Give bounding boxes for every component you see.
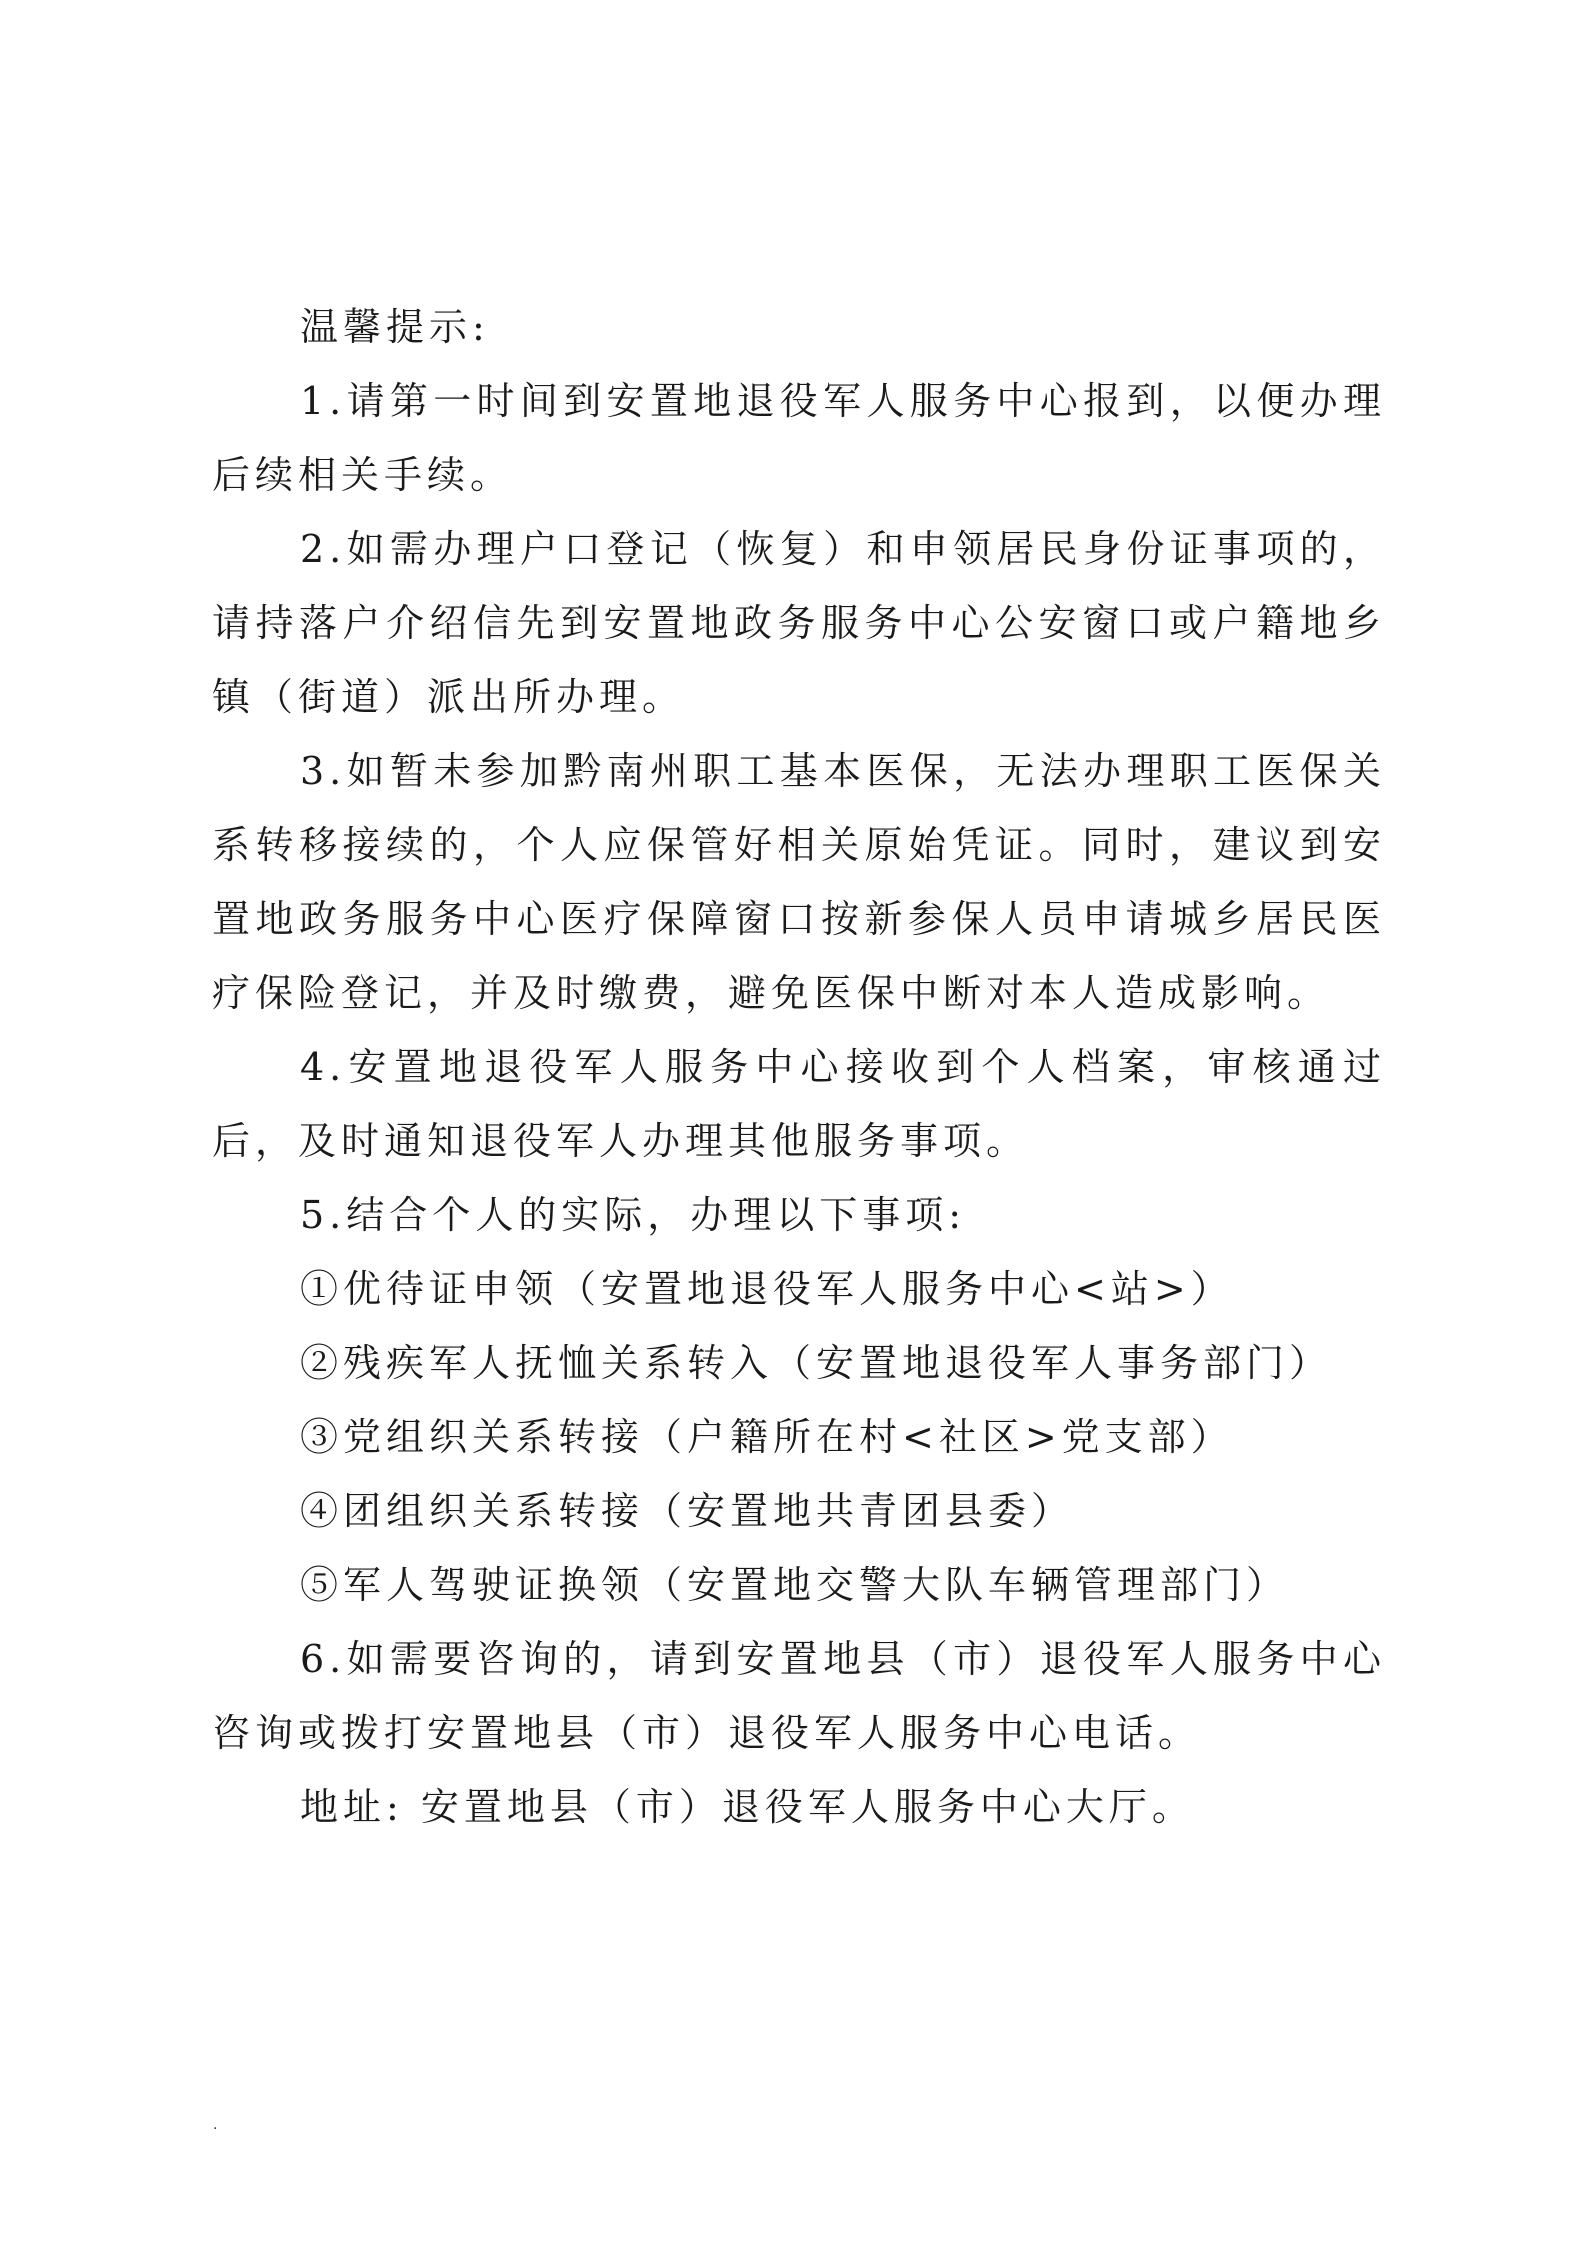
paragraph-3: 3.如暂未参加黔南州职工基本医保，无法办理职工医保关系转移接续的，个人应保管好相关原始凭证。同时，建议到安置地政务服务中心医疗保障窗口按新参保人员申请城乡居民医疗保险登记，并及时缴费，避免医保中断对本人造成影响。 (212, 749, 1386, 1015)
paragraph-1: 1.请第一时间到安置地退役军人服务中心报到，以便办理后续相关手续。 (212, 379, 1386, 497)
list-item-2: ②残疾军人抚恤关系转入（安置地退役军人事务部门） (300, 1341, 1333, 1385)
paragraph-5: 5.结合个人的实际，办理以下事项: (300, 1193, 967, 1237)
notice-heading: 温馨提示: (300, 305, 490, 349)
document-body (212, 290, 1386, 1844)
list-item-3: ③党组织关系转接（户籍所在村<社区>党支部） (300, 1415, 1234, 1459)
paragraph-2: 2.如需办理户口登记（恢复）和申领居民身份证事项的，请持落户介绍信先到安置地政务服务中心公安窗口或户籍地乡镇（街道）派出所办理。 (212, 527, 1386, 719)
paragraph-6: 6.如需要咨询的，请到安置地县（市）退役军人服务中心咨询或拨打安置地县（市）退役军人服务中心电话。 (212, 1637, 1386, 1755)
list-item-1: ①优待证申领（安置地退役军人服务中心<站>） (300, 1267, 1234, 1311)
address-line: 地址: 安置地县（市）退役军人服务中心大厅。 (300, 1785, 1195, 1829)
paragraph-4: 4.安置地退役军人服务中心接收到个人档案，审核通过后，及时通知退役军人办理其他服务事项。 (212, 1045, 1386, 1163)
list-item-4: ④团组织关系转接（安置地共青团县委） (300, 1489, 1075, 1533)
page-mark: . (213, 2117, 218, 2133)
list-item-5: ⑤军人驾驶证换领（安置地交警大队车辆管理部门） (300, 1563, 1290, 1607)
